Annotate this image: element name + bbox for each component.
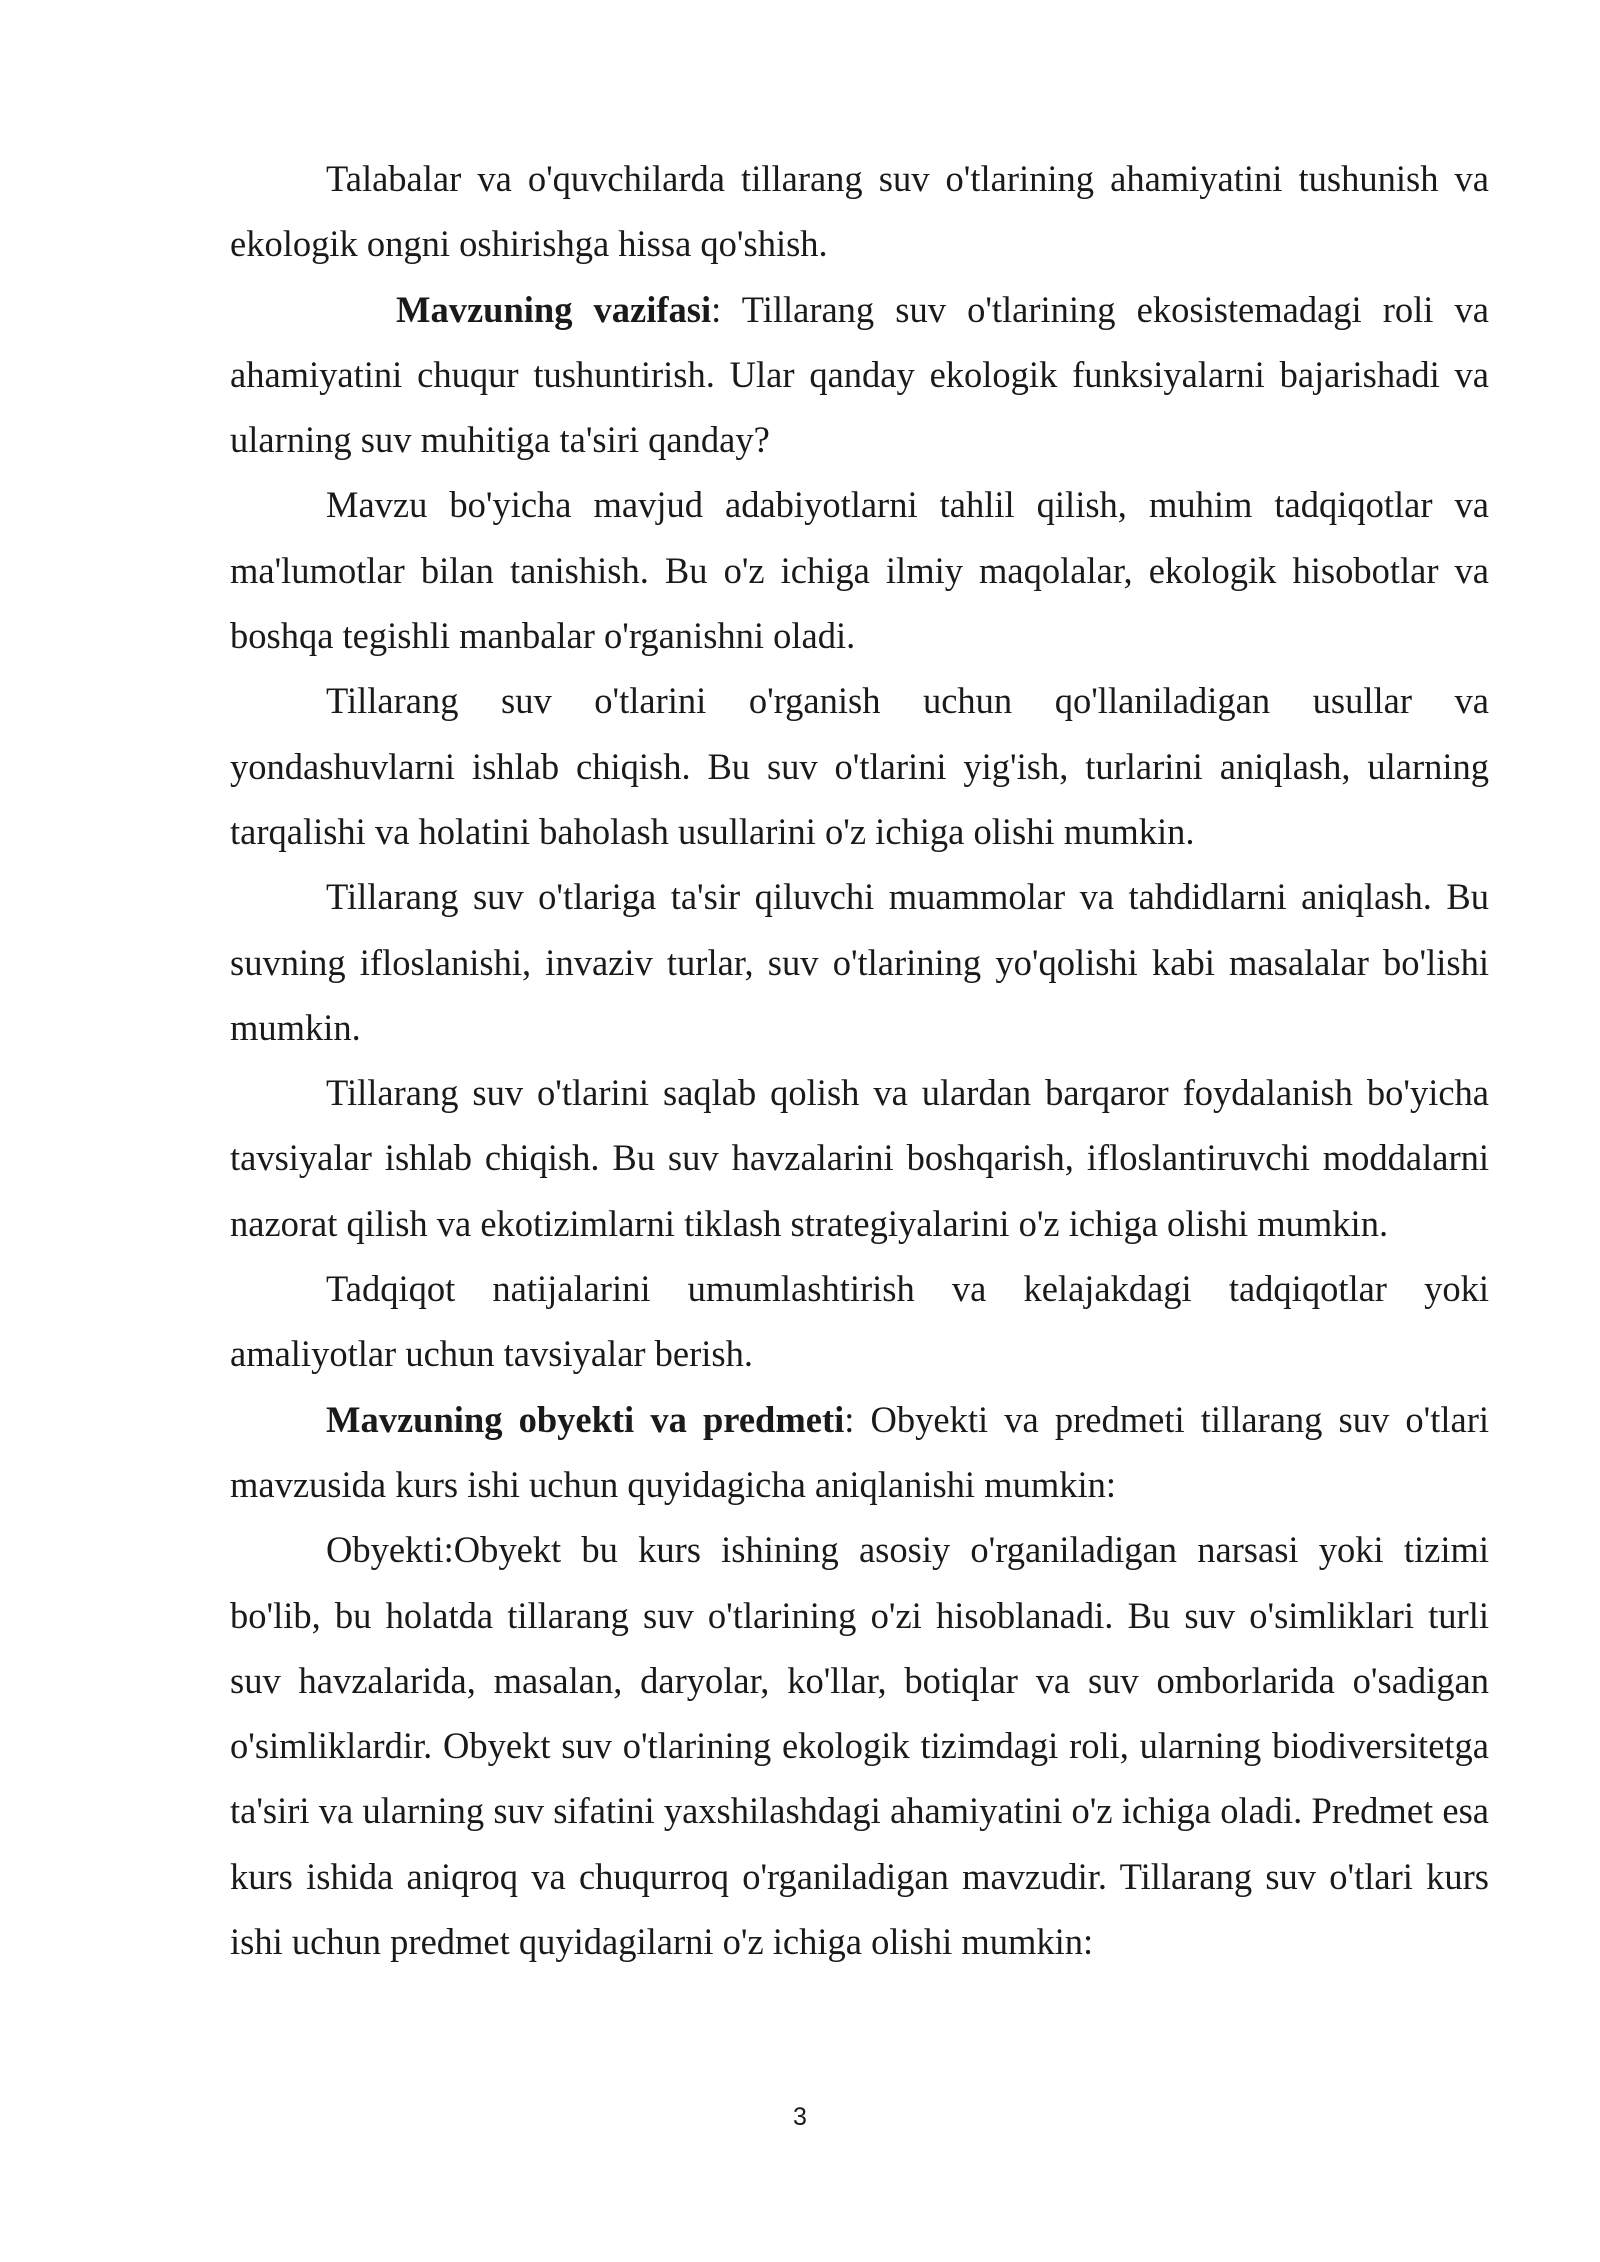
paragraph-literature-analysis: [230, 472, 1489, 668]
document-body: [230, 146, 1489, 1974]
paragraph-text: Obyekti:Obyekt bu kurs ishining asosiy o'rganiladigan narsasi yoki tizimi bo'lib, bu holatda tillarang suv o'tlarining o'zi hisoblanadi. Bu suv o'simliklari turli suv havzalarida, masalan, daryolar, ko'llar, botiqlar va suv omborlarida o'sadigan o'simliklardir. Obyekt suv o'tlarining ekologik tizimdagi roli, ularning biodiversitetga ta'siri va ularning suv sifatini yaxshilashdagi ahamiyatini o'z ichiga oladi. Predmet esa kurs ishida aniqroq va chuqurroq o'rganiladigan mavzudir. Tillarang suv o'tlari kurs ishi uchun predmet quyidagilarni o'z ichiga olishi mumkin:: [230, 1529, 1489, 1963]
object-subject-heading-label: Mavzuning obyekti va predmeti: [326, 1398, 845, 1440]
paragraph-text: Tillarang suv o'tlarini o'rganish uchun qo'llaniladigan usullar va yondashuvlarni ishlab chiqish. Bu suv o'tlarini yig'ish, turlarini aniqlash, ularning tarqalishi va holatini baholash usullarini o'z ichiga olishi mumkin.: [230, 680, 1489, 852]
paragraph-threats: [230, 864, 1489, 1060]
paragraph-text: Mavzu bo'yicha mavjud adabiyotlarni tahlil qilish, muhim tadqiqotlar va ma'lumotlar bilan tanishish. Bu o'z ichiga ilmiy maqolalar, ekologik hisobotlar va boshqa tegishli manbalar o'rganishni oladi.: [230, 484, 1489, 657]
paragraph-object-subject-heading: [230, 1387, 1489, 1518]
paragraph-conservation: [230, 1060, 1489, 1256]
paragraph-text: : Tillarang suv o'tlarining ekosistemadagi roli va ahamiyatini chuqur tushuntirish. Ular qanday ekologik funksiyalarni bajarishadi va ularning suv muhitiga ta'siri qanday?: [230, 288, 1489, 461]
paragraph-text: Tadqiqot natijalarini umumlashtirish va kelajakdagi tadqiqotlar yoki amaliyotlar uchun tavsiyalar berish.: [230, 1268, 1489, 1375]
task-heading-label: Mavzuning vazifasi: [396, 288, 712, 330]
paragraph-goal-contribution: [230, 146, 1489, 277]
paragraph-text: : Obyekti va predmeti tillarang suv o'tlari mavzusida kurs ishi uchun quyidagicha aniqlanishi mumkin:: [230, 1398, 1490, 1505]
paragraph-summary: [230, 1256, 1489, 1387]
paragraph-study-methods: [230, 668, 1489, 864]
paragraph-text: Tillarang suv o'tlariga ta'sir qiluvchi muammolar va tahdidlarni aniqlash. Bu suvning ifloslanishi, invaziv turlar, suv o'tlarining yo'qolishi kabi masalalar bo'lishi mumkin.: [230, 876, 1489, 1048]
page-number: 3: [793, 2103, 807, 2131]
paragraph-text: Talabalar va o'quvchilarda tillarang suv o'tlarining ahamiyatini tushunish va ekologik ongni oshirishga hissa qo'shish.: [230, 158, 1489, 265]
paragraph-object-definition: [230, 1517, 1489, 1974]
paragraph-task-heading: [230, 277, 1489, 473]
paragraph-text: Tillarang suv o'tlarini saqlab qolish va ulardan barqaror foydalanish bo'yicha tavsiyalar ishlab chiqish. Bu suv havzalarini boshqarish, ifloslantiruvchi moddalarni nazorat qilish va ekotizimlarni tiklash strategiyalarini o'z ichiga olishi mumkin.: [230, 1072, 1489, 1244]
